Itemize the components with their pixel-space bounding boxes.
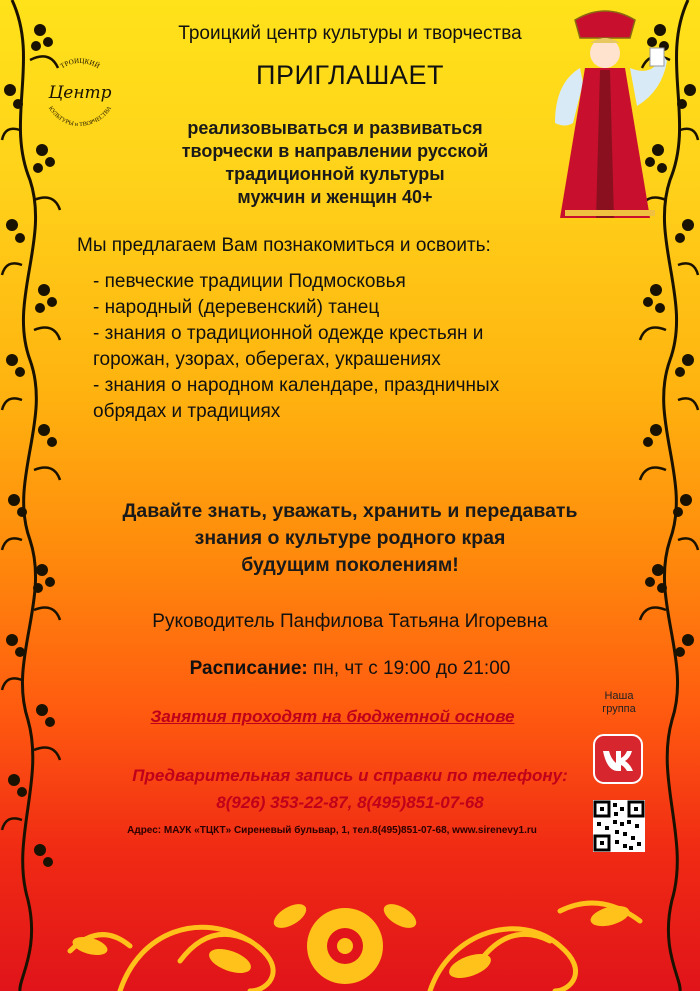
slogan xyxy=(60,498,640,579)
offer-heading: Мы предлагаем Вам познакомиться и освоить: xyxy=(77,235,491,256)
preregistration xyxy=(55,762,645,816)
intro-line: творчески в направлении русской xyxy=(181,141,489,161)
slogan-line: Давайте знать, уважать, хранить и передавать xyxy=(122,500,578,522)
logo-arc-bottom: КУЛЬТУРЫ и ТВОРЧЕСТВА xyxy=(46,105,114,129)
svg-text:ТРОИЦКИЙ xyxy=(59,57,101,70)
budget-note: Занятия проходят на бюджетной основе xyxy=(150,707,515,726)
logo-arc-top: ТРОИЦКИЙ xyxy=(58,56,102,71)
leader-name: Руководитель Панфилова Татьяна Игоревна xyxy=(152,611,548,632)
qr-code-icon[interactable] xyxy=(593,800,645,852)
svg-text:КУЛЬТУРЫ и ТВОРЧЕСТВА xyxy=(47,105,113,128)
schedule-times: пн, чт с 19:00 до 21:00 xyxy=(307,658,511,679)
group-label-line: группа xyxy=(602,703,636,715)
schedule xyxy=(100,658,600,680)
list-item: - певческие традиции Подмосковья xyxy=(93,271,406,292)
intro-line: реализовываться и развиваться xyxy=(187,118,483,138)
group-label-line: Наша xyxy=(604,690,634,702)
intro-text xyxy=(120,117,550,209)
list-item: обрядах и традициях xyxy=(93,401,281,422)
intro-line: традиционной культуры xyxy=(225,164,445,184)
schedule-label: Расписание: xyxy=(189,658,308,679)
address: Адрес: МАУК «ТЦКТ» Сиреневый бульвар, 1, тел.8(495)851-07-68, www.sirenevy1.ru xyxy=(127,825,537,836)
intro-line: мужчин и женщин 40+ xyxy=(237,187,433,207)
list-item: - знания о народном календаре, праздничных xyxy=(93,375,500,396)
group-label xyxy=(594,690,644,716)
list-item: - знания о традиционной одежде крестьян и xyxy=(93,323,484,344)
bottom-floral-ornament xyxy=(0,841,700,991)
phone-numbers: 8(926) 353-22-87, 8(495)851-07-68 xyxy=(216,793,484,812)
logo-center-text: Центр xyxy=(48,83,112,103)
list-item: - народный (деревенский) танец xyxy=(93,297,380,318)
slogan-line: знания о культуре родного края xyxy=(194,527,506,549)
offer-list xyxy=(93,269,683,425)
slogan-line: будущим поколениям! xyxy=(241,554,459,576)
organization-name: Троицкий центр культуры и творчества xyxy=(178,23,522,44)
headline: ПРИГЛАШАЕТ xyxy=(256,60,444,90)
center-logo xyxy=(30,40,130,140)
list-item: горожан, узорах, оберегах, украшениях xyxy=(93,349,441,370)
vk-icon[interactable] xyxy=(593,734,643,784)
prereg-text: Предварительная запись и справки по телефону: xyxy=(132,766,568,785)
